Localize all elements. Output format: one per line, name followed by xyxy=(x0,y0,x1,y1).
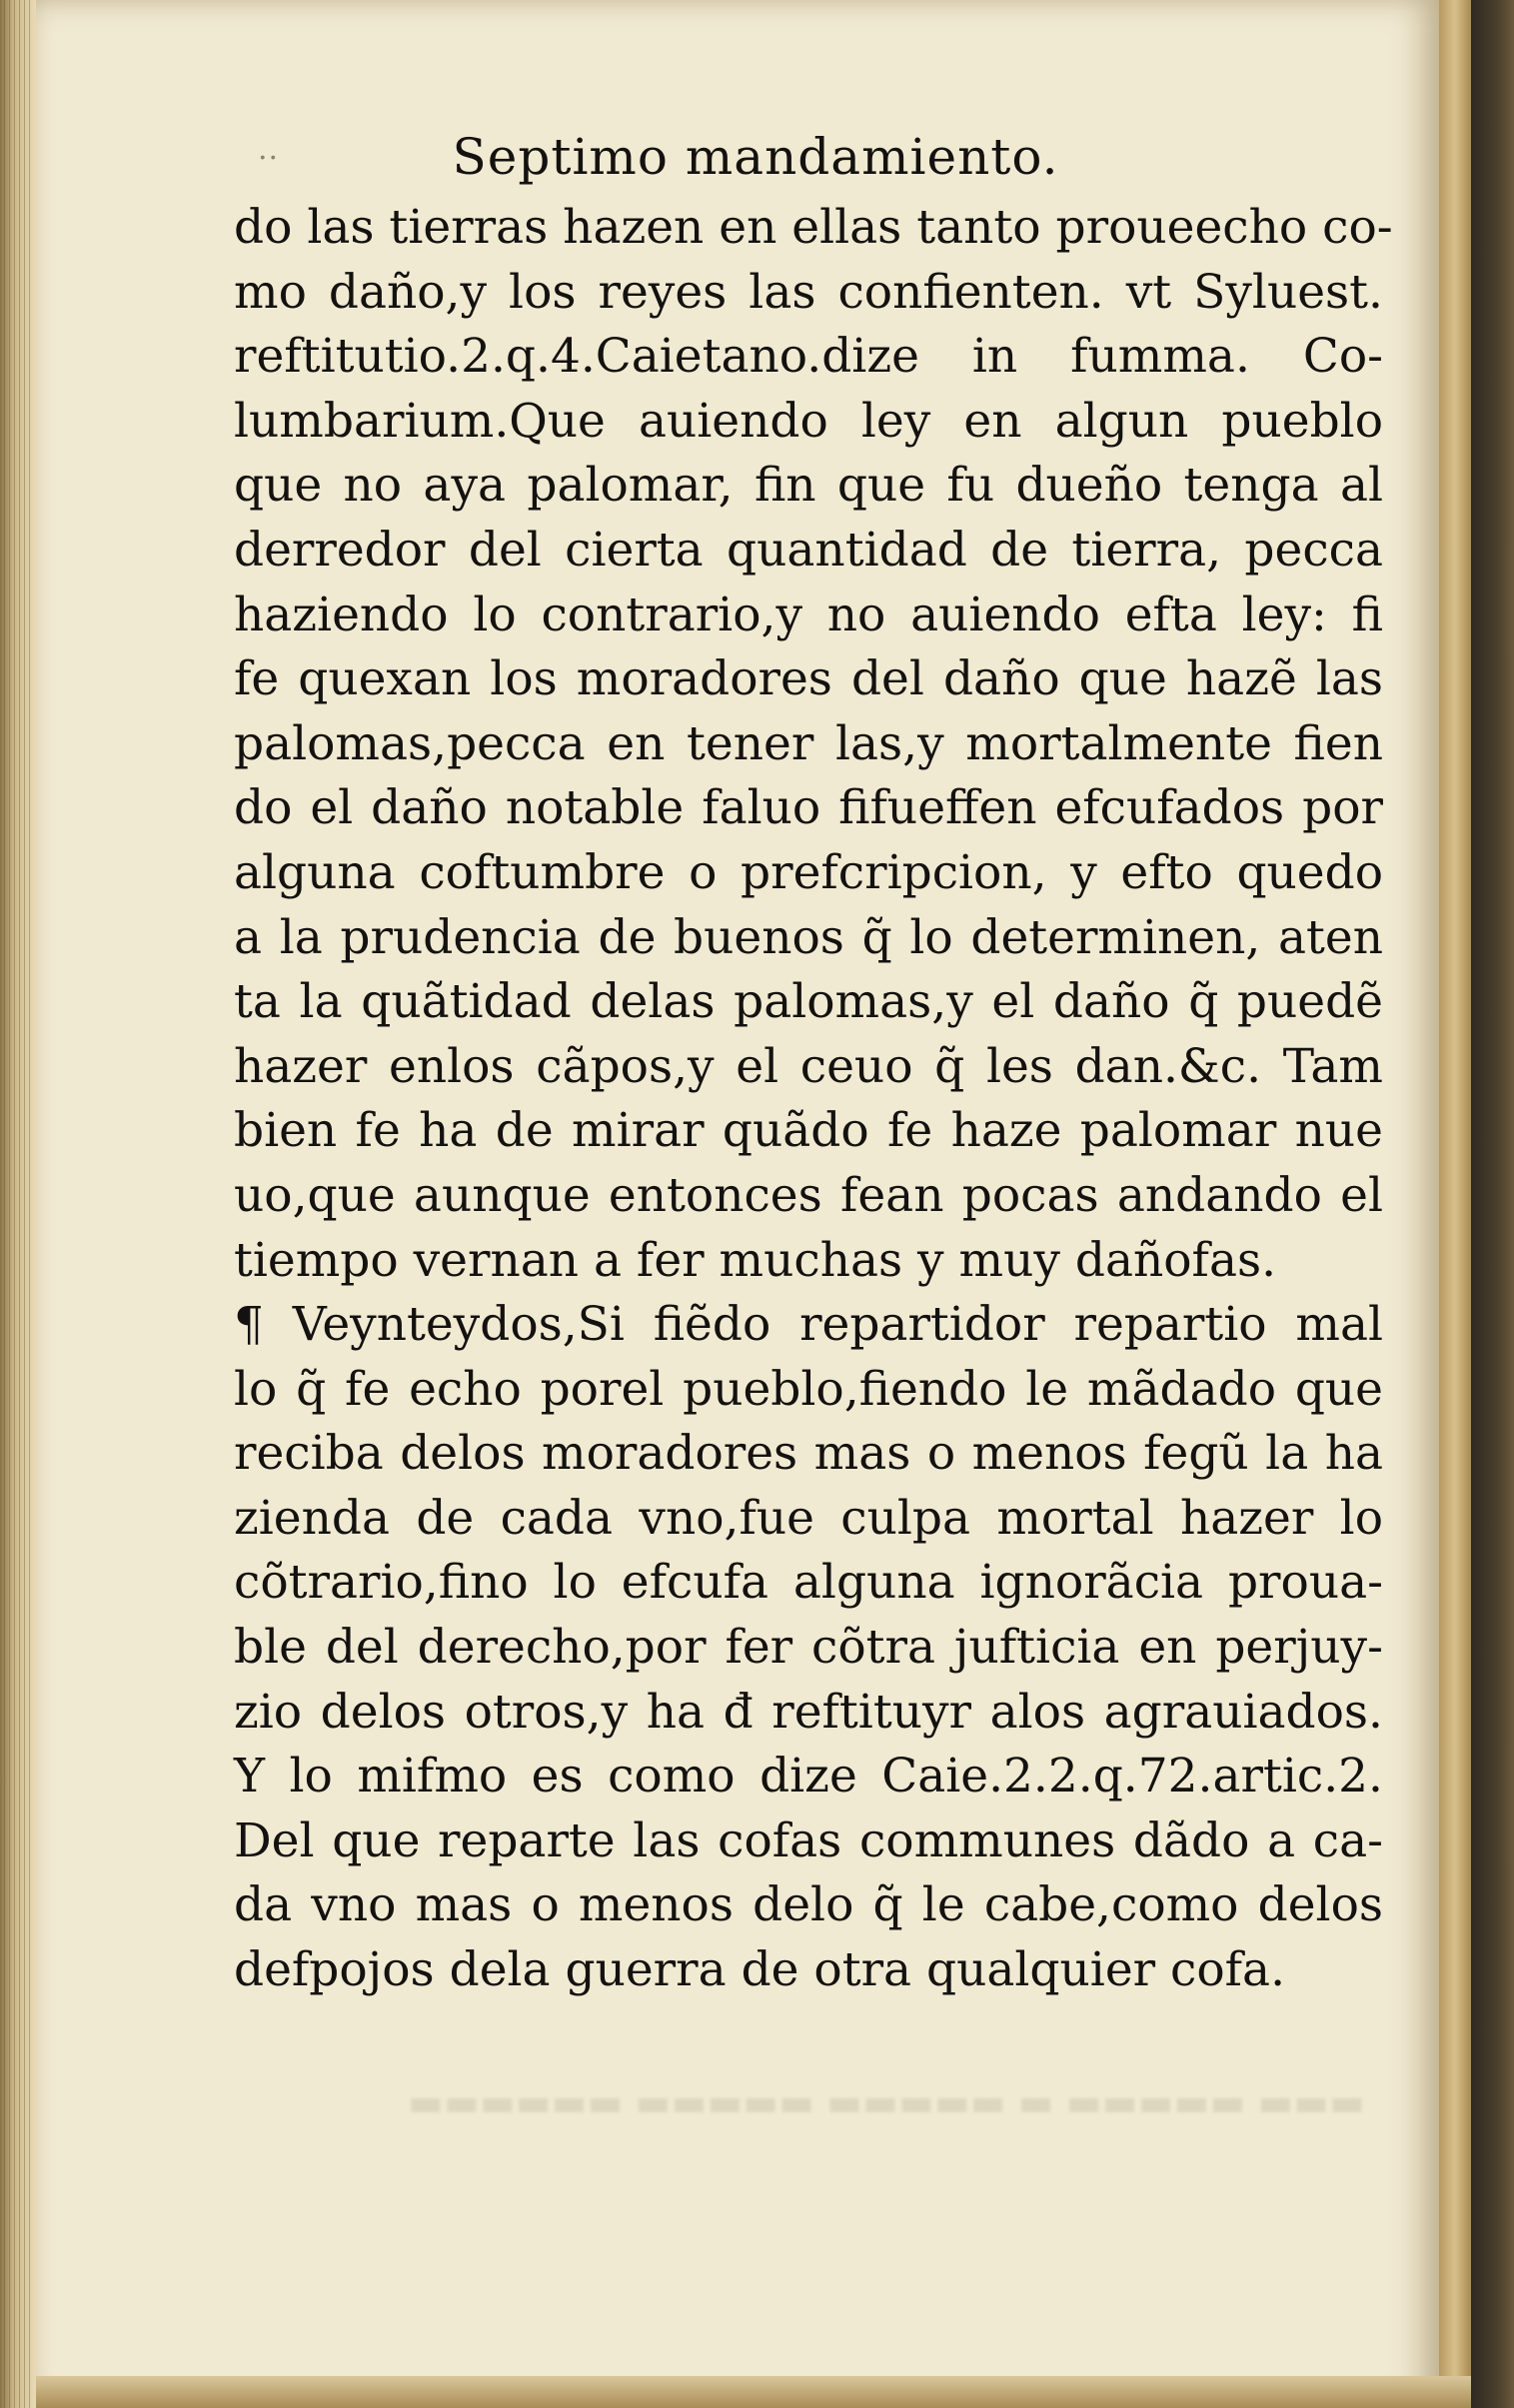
text-line-10: do el daño notable faluo fifueffen efcufados por xyxy=(234,780,1383,836)
page-bottom-edge xyxy=(36,2376,1471,2408)
text-line-23: ble del derecho,por fer cõtra jufticia en perjuy- xyxy=(234,1620,1383,1676)
text-line-20: reciba delos moradores mas o menos fegũ la ha xyxy=(234,1426,1383,1482)
text-line-24: zio delos otros,y ha đ reftituyr alos agrauiados. xyxy=(234,1684,1383,1740)
text-line-26: Del que reparte las cofas communes dãdo a ca- xyxy=(234,1812,1383,1868)
text-line-18: ¶ Veynteydos,Si fiẽdo repartidor repartio mal xyxy=(234,1297,1383,1353)
book-page xyxy=(36,0,1439,2408)
text-line-7: haziendo lo contrario,y no auiendo efta ley: fi xyxy=(234,587,1383,642)
text-line-14: hazer enlos cãpos,y el ceuo q̃ les dan.&c. Tam xyxy=(234,1038,1383,1094)
binding-gutter-texture xyxy=(4,0,32,2408)
text-line-1: do las tierras hazen en ellas tanto proueecho co- xyxy=(234,200,1393,255)
folio-mark: .. xyxy=(258,132,280,167)
text-line-25: Y lo mifmo es como dize Caie.2.2.q.72.artic.2. xyxy=(234,1749,1383,1805)
text-line-5: que no aya palomar, fin que fu dueño tenga al xyxy=(234,458,1383,514)
text-line-3: reftitutio.2.q.4.Caietano.dize in fumma. Co- xyxy=(234,329,1383,385)
text-line-22: cõtrario,fino lo efcufa alguna ignorãcia proua- xyxy=(234,1555,1383,1611)
text-line-15: bien fe ha de mirar quãdo fe haze palomar nue xyxy=(234,1103,1383,1159)
text-line-12: a la prudencia de buenos q̃ lo determinen, aten xyxy=(234,909,1383,965)
text-line-27: da vno mas o menos delo q̃ le cabe,como delos xyxy=(234,1877,1383,1933)
text-line-4: lumbarium.Que auiendo ley en algun pueblo xyxy=(234,393,1383,449)
text-line-11: alguna coftumbre o prefcripcion, y efto quedo xyxy=(234,844,1383,900)
show-through-ink: ▬▬▬ ▬▬▬▬▬ ▬ ▬▬▬▬▬ ▬▬▬▬▬ ▬▬▬▬▬▬ xyxy=(408,2080,1365,2124)
running-head-text: Septimo mandamiento. xyxy=(452,128,1059,186)
text-line-9: palomas,pecca en tener las,y mortalmente fien xyxy=(234,715,1383,771)
next-leaf-edge xyxy=(1439,0,1471,2408)
text-line-21: zienda de cada vno,fue culpa mortal hazer lo xyxy=(234,1490,1383,1546)
text-line-17: tiempo vernan a fer muchas y muy dañofas. xyxy=(234,1232,1277,1288)
running-head xyxy=(36,128,1475,186)
text-line-13: ta la quãtidad delas palomas,y el daño q̃ puedẽ xyxy=(234,974,1383,1030)
text-line-16: uo,que aunque entonces fean pocas andando el xyxy=(234,1167,1383,1223)
text-line-19: lo q̃ fe echo porel pueblo,fiendo le mãdado que xyxy=(234,1361,1383,1417)
text-line-2: mo daño,y los reyes las confienten. vt Syluest. xyxy=(234,264,1383,320)
book-cover-board xyxy=(1471,0,1514,2408)
text-line-6: derredor del cierta quantidad de tierra, pecca xyxy=(234,522,1383,578)
text-line-8: fe quexan los moradores del daño que hazẽ las xyxy=(234,651,1383,707)
text-line-28: defpojos dela guerra de otra qualquier cofa. xyxy=(234,1942,1286,1998)
body-text xyxy=(234,196,1393,2003)
